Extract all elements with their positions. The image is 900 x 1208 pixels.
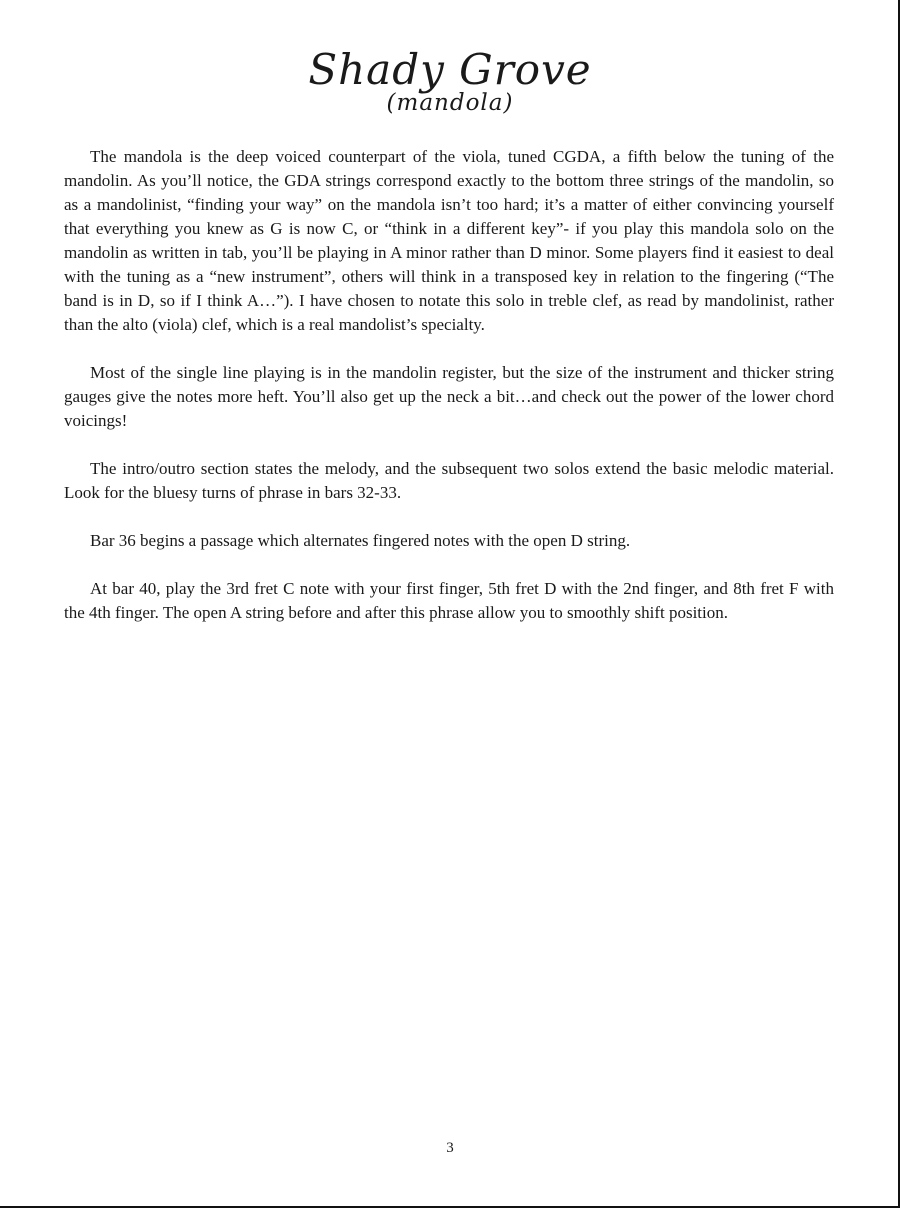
page-number: 3 bbox=[446, 1140, 454, 1156]
page-title: Shady Grove bbox=[308, 45, 592, 94]
page-subtitle: (mandola) bbox=[386, 90, 514, 116]
paragraph-intro-outro: The intro/outro section states the melody, and the subsequent two solos extend the basic melodic material. Look for the bluesy turns of phrase in bars 32-33. bbox=[64, 459, 834, 502]
body-text bbox=[64, 145, 834, 649]
paragraph-bar-40: At bar 40, play the 3rd fret C note with your first finger, 5th fret D with the 2nd finger, and 8th fret F with the 4th finger. The open A string before and after this phrase allow you to smoothly shift position. bbox=[64, 579, 834, 622]
paragraph-bar-36: Bar 36 begins a passage which alternates fingered notes with the open D string. bbox=[90, 531, 631, 550]
paragraph-single-line-playing: Most of the single line playing is in the mandolin register, but the size of the instrument and thicker string gauges give the notes more heft. You’ll also get up the neck a bit…and check out the power of the lower chord voicings! bbox=[64, 363, 834, 430]
paragraph-tuning-intro: The mandola is the deep voiced counterpart of the viola, tuned CGDA, a fifth below the tuning of the mandolin. As you’ll notice, the GDA strings correspond exactly to the bottom three strings of the mandolin, so as a mandolinist, “finding your way” on the mandola isn’t too hard; it’s a matter of either convincing yourself that everything you knew as G is now C, or “think in a different key”- if you play this mandola solo on the mandolin as written in tab, you’ll be playing in A minor rather than D minor. Some players find it easiest to deal with the tuning as a “new instrument”, others will think in a transposed key in relation to the fingering (“The band is in D, so if I think A…”). I have chosen to notate this solo in treble clef, as read by mandolinist, rather than the alto (viola) clef, which is a real mandolist’s specialty. bbox=[64, 147, 834, 334]
